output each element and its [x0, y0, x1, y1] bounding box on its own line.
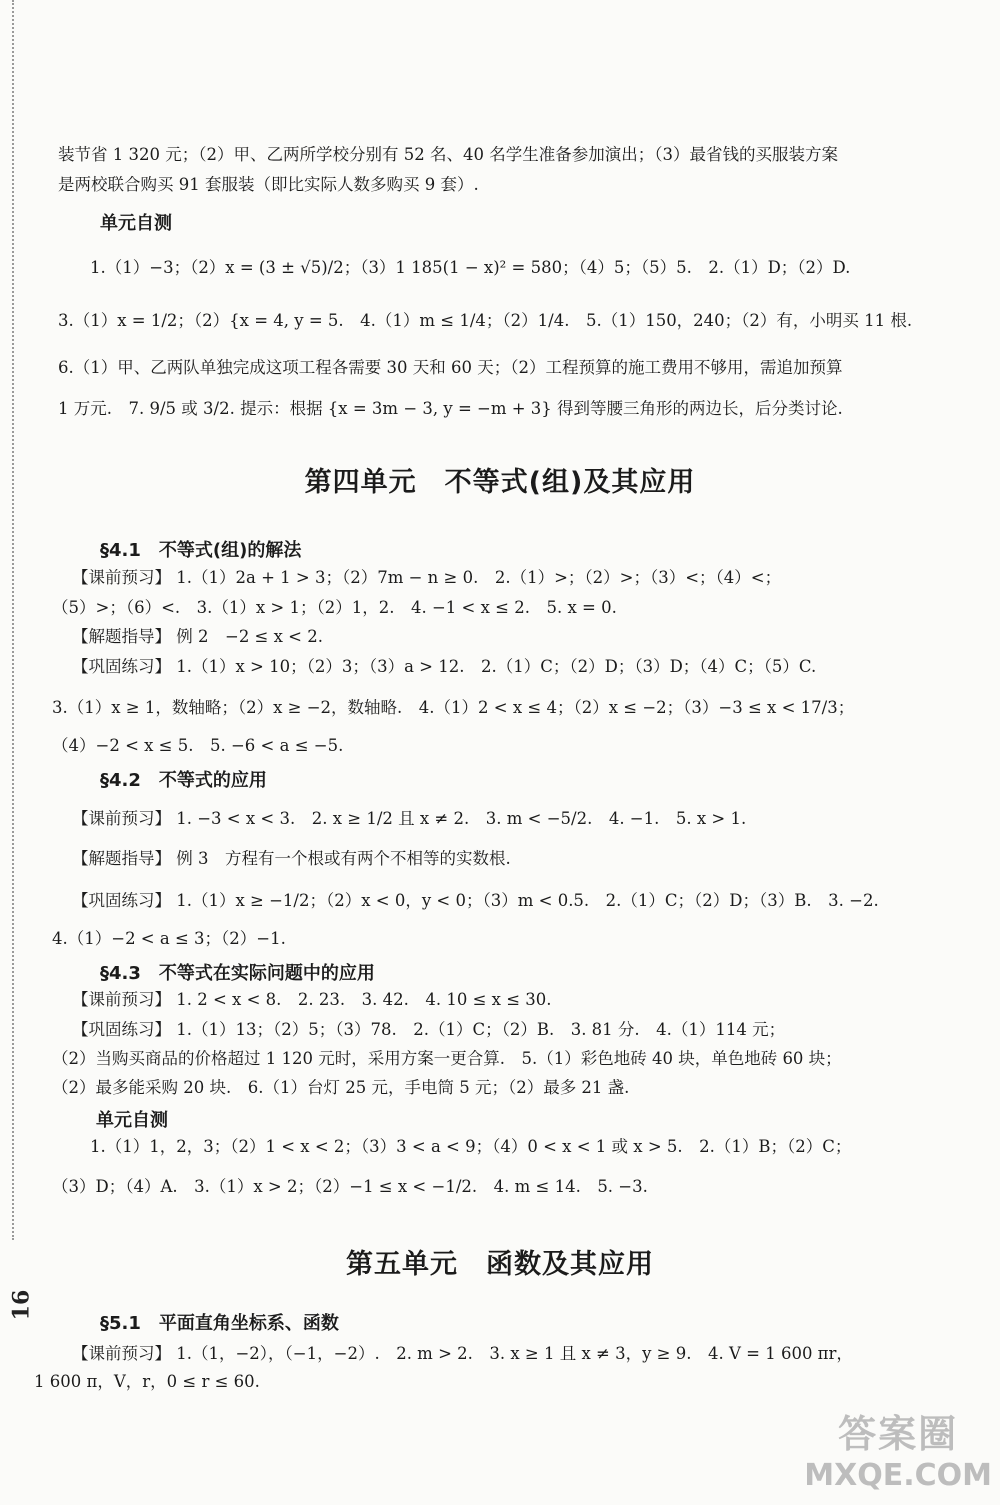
text-line: 【巩固练习】 1.（1）x > 10；（2）3；（3）a > 12. 2.（1）C；（2）D；（3）D；（4）C；（5）C.: [72, 657, 817, 676]
unit-five-title: 第五单元 函数及其应用: [346, 1249, 654, 1280]
text-line: 【课前预习】 1.（1，−2），（−1，−2）. 2. m > 2. 3. x ≥ 1 且 x ≠ 3，y ≥ 9. 4. V = 1 600 πr，: [72, 1344, 853, 1363]
text-line: （4）−2 < x ≤ 5. 5. −6 < a ≤ −5.: [52, 736, 344, 755]
text-line: 【课前预习】 1. −3 < x < 3. 2. x ≥ 1/2 且 x ≠ 2. 3. m < −5/2. 4. −1. 5. x > 1.: [72, 809, 747, 828]
text-line: 1 万元. 7. 9/5 或 3/2. 提示：根据 {x = 3m − 3, y = −m + 3} 得到等腰三角形的两边长，后分类讨论.: [58, 399, 843, 418]
watermark-logo: [804, 1403, 992, 1493]
section-4-1-title: §4.1 不等式(组)的解法: [100, 540, 302, 561]
unit-four-title: 第四单元 不等式(组)及其应用: [304, 467, 696, 498]
unit-test-heading: 单元自测: [96, 1110, 168, 1131]
section-4-2-title: §4.2 不等式的应用: [100, 770, 267, 791]
binding-margin-line: [12, 0, 14, 1240]
text-line: 1.（1）1，2，3；（2）1 < x < 2；（3）3 < a < 9；（4）0 < x < 1 或 x > 5. 2.（1）B；（2）C；: [90, 1137, 852, 1156]
text-line: 1 600 π，V，r，0 ≤ r ≤ 60.: [34, 1372, 260, 1391]
text-line: 【巩固练习】 1.（1）x ≥ −1/2；（2）x < 0，y < 0；（3）m < 0.5. 2.（1）C；（2）D；（3）B. 3. −2.: [72, 891, 879, 910]
text-line: 【巩固练习】 1.（1）13；（2）5；（3）78. 2.（1）C；（2）B. 3. 81 分. 4.（1）114 元；: [72, 1020, 786, 1039]
text-line: 装节省 1 320 元；（2）甲、乙两所学校分别有 52 名、40 名学生准备参加演出；（3）最省钱的买服装方案: [58, 145, 838, 164]
section-4-3-title: §4.3 不等式在实际问题中的应用: [100, 963, 375, 984]
watermark-top: 答案圈: [838, 1412, 959, 1456]
page-number: 16: [8, 1289, 35, 1321]
text-line: 【课前预习】 1.（1）2a + 1 > 3；（2）7m − n ≥ 0. 2.（1）>；（2）>；（3）<；（4）<；: [72, 568, 782, 587]
text-line: 是两校联合购买 91 套服装（即比实际人数多购买 9 套）.: [58, 175, 479, 194]
text-line: 【课前预习】 1. 2 < x < 8. 2. 23. 3. 42. 4. 10 ≤ x ≤ 30.: [72, 990, 552, 1009]
text-line: 【解题指导】 例 2 −2 ≤ x < 2.: [72, 627, 323, 646]
section-5-1-title: §5.1 平面直角坐标系、函数: [100, 1313, 339, 1334]
text-line: （2）最多能采购 20 块. 6.（1）台灯 25 元，手电筒 5 元；（2）最多 21 盏.: [52, 1078, 630, 1097]
text-line: 3.（1）x ≥ 1，数轴略；（2）x ≥ −2，数轴略. 4.（1）2 < x ≤ 4；（2）x ≤ −2；（3）−3 ≤ x < 17/3；: [52, 698, 855, 717]
text-line: 1.（1）−3；（2）x = (3 ± √5)/2；（3）1 185(1 − x)² = 580；（4）5；（5）5. 2.（1）D；（2）D.: [90, 258, 851, 277]
text-line: （2）当购买商品的价格超过 1 120 元时，采用方案一更合算. 5.（1）彩色地砖 40 块，单色地砖 60 块；: [52, 1049, 842, 1068]
watermark-bottom: MXQE.COM: [804, 1458, 992, 1493]
text-line: 4.（1）−2 < a ≤ 3；（2）−1.: [52, 929, 286, 948]
unit-test-heading: 单元自测: [100, 213, 172, 234]
text-line: 3.（1）x = 1/2；（2）{x = 4, y = 5. 4.（1）m ≤ 1/4；（2）1/4. 5.（1）150，240；（2）有，小明买 11 根.: [58, 311, 913, 330]
text-line: （5）>；（6）<. 3.（1）x > 1；（2）1，2. 4. −1 < x ≤ 2. 5. x = 0.: [52, 598, 617, 617]
text-line: 6.（1）甲、乙两队单独完成这项工程各需要 30 天和 60 天；（2）工程预算的施工费用不够用，需追加预算: [58, 358, 843, 377]
text-line: （3）D；（4）A. 3.（1）x > 2；（2）−1 ≤ x < −1/2. 4. m ≤ 14. 5. −3.: [52, 1177, 648, 1196]
text-line: 【解题指导】 例 3 方程有一个根或有两个不相等的实数根.: [72, 849, 511, 868]
